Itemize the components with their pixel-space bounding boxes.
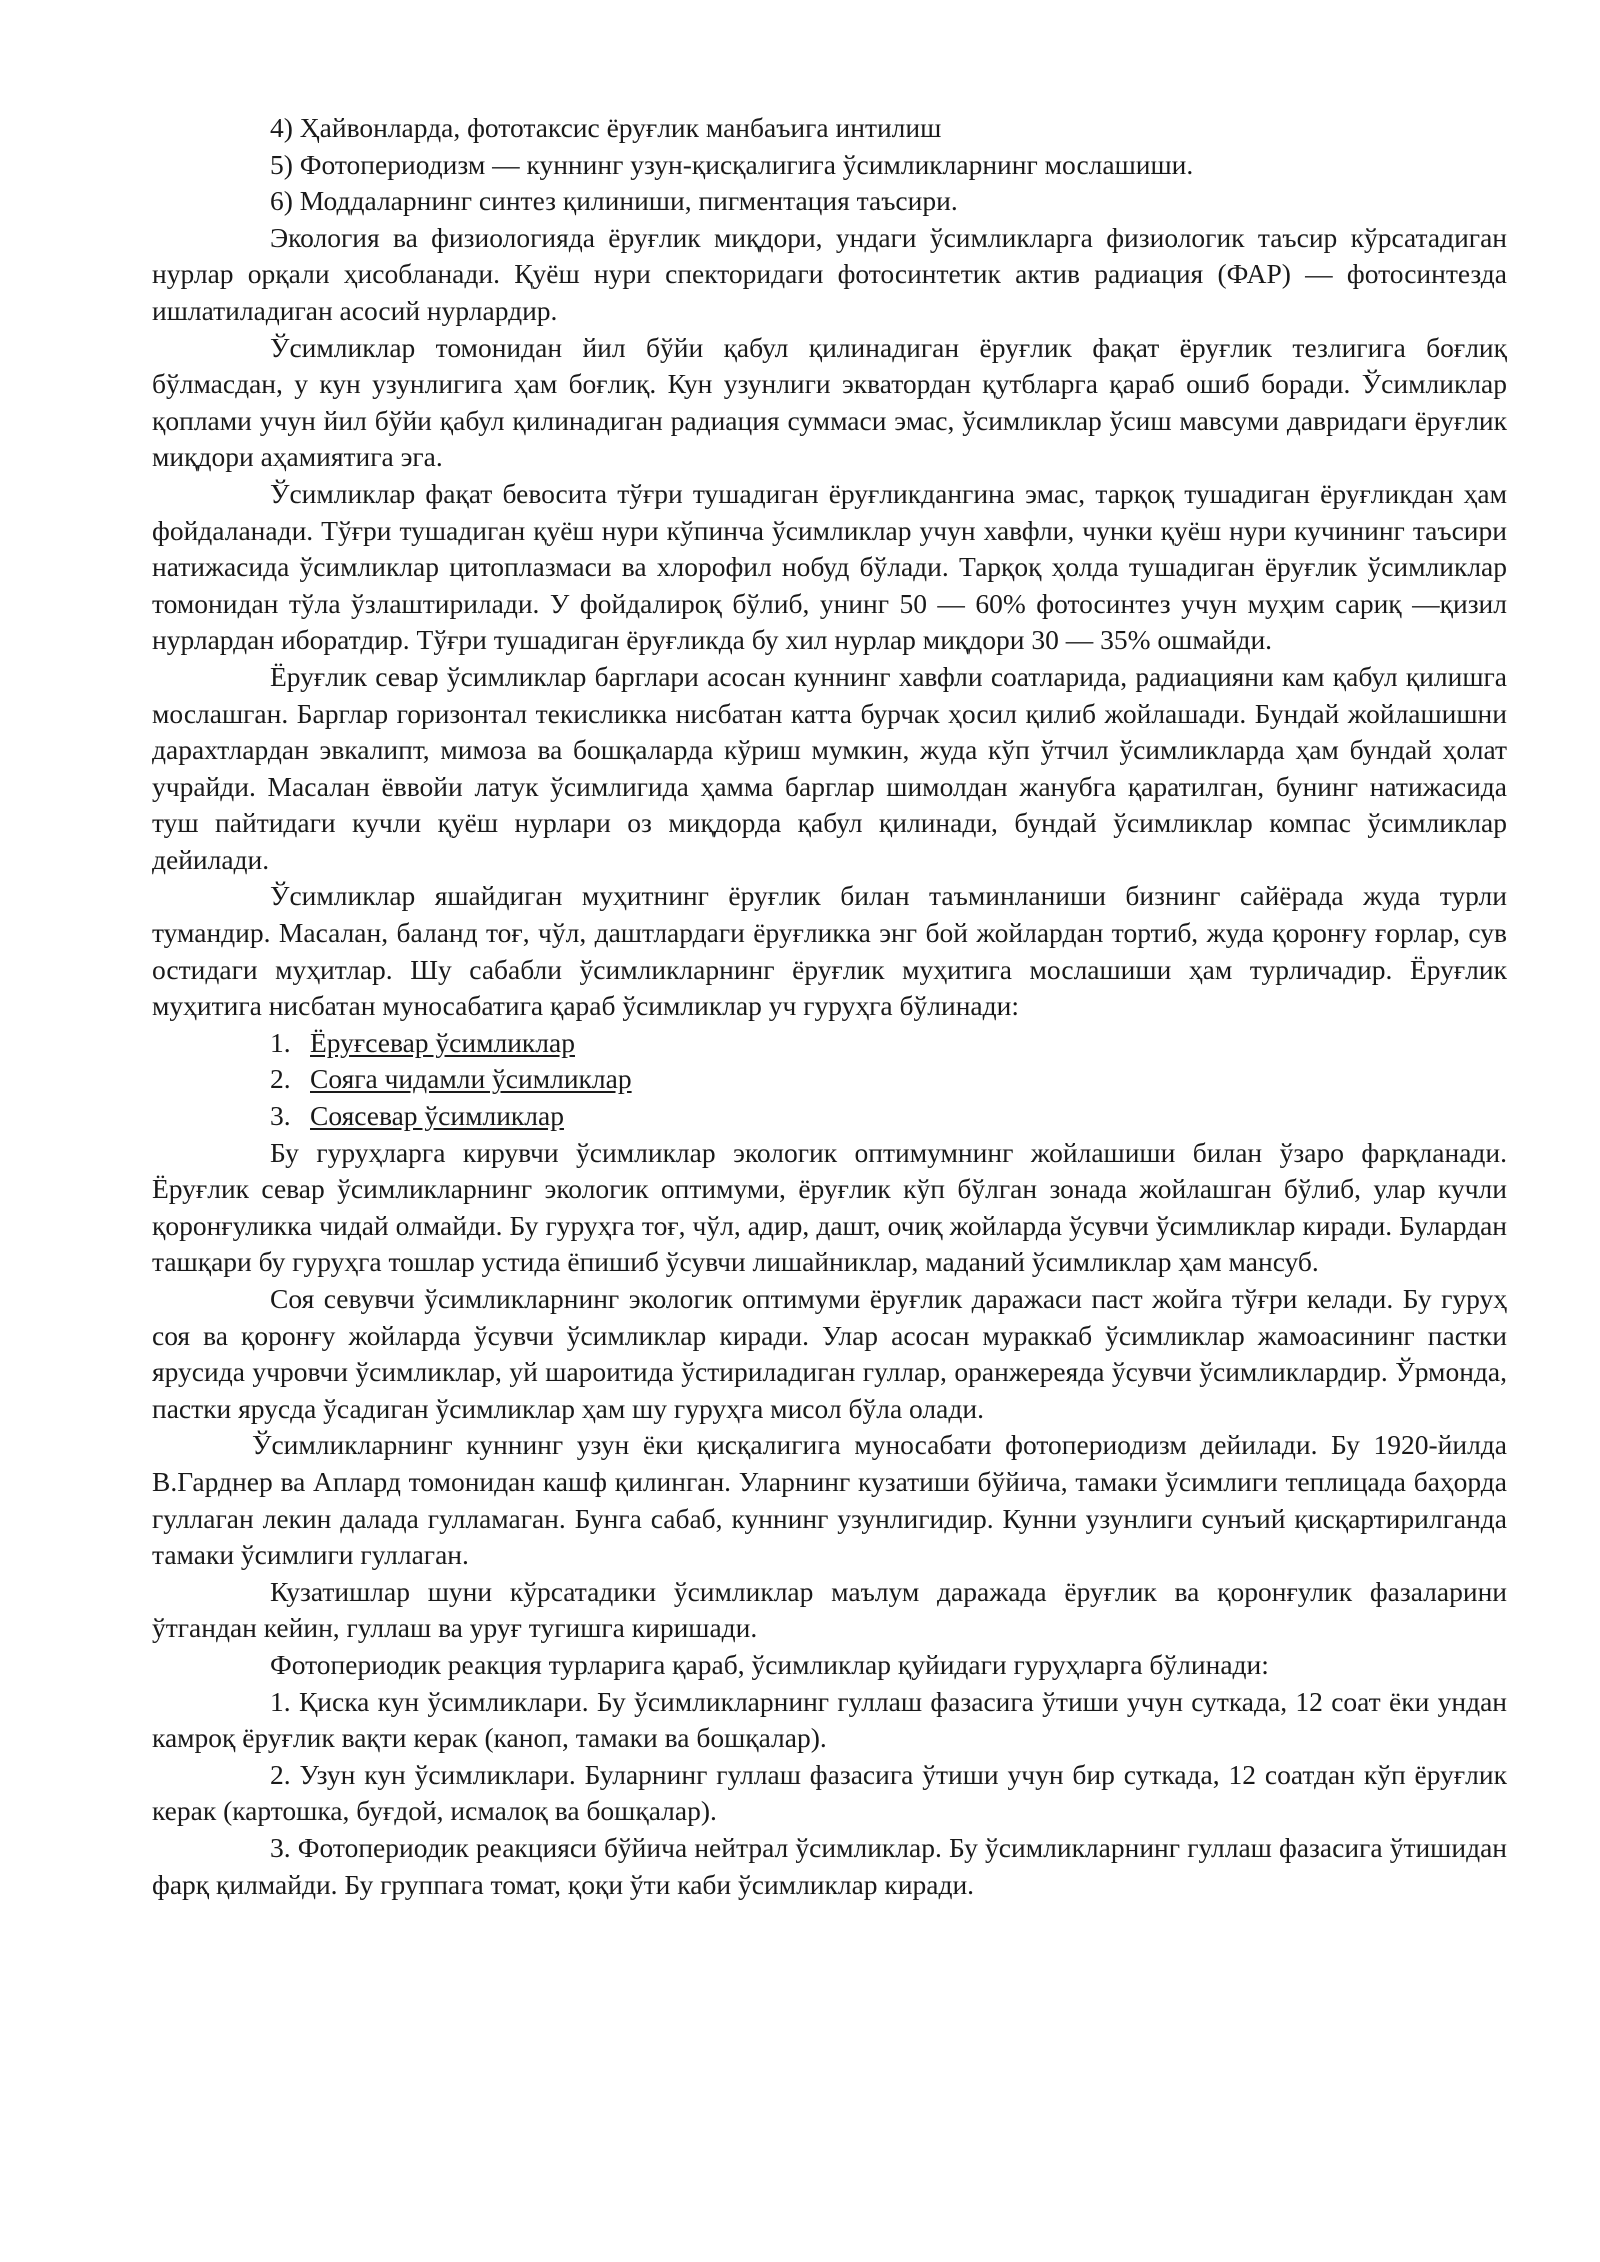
document-page <box>152 110 1507 1903</box>
group-list-item <box>152 1025 1507 1062</box>
list-item: 5) Фотопериодизм — куннинг узун-қисқалигига ўсимликларнинг мослашиши. <box>270 148 1194 180</box>
group-label: Соясевар ўсимликлар <box>310 1100 564 1132</box>
group-number: 3. <box>270 1100 291 1132</box>
paragraph: Фотопериодик реакция турларига қараб, ўсимликлар қуйидаги гуруҳларга бўлинади: <box>270 1648 1269 1680</box>
group-list-item <box>152 1098 1507 1135</box>
paragraph: 3. Фотопериодик реакцияси бўйича нейтрал ўсимликлар. Бу ўсимликларнинг гуллаш фазасига ўтишидан фарқ қилмайди. Бу группага томат, қоқи ўти каби ўсимликлар киради. <box>152 1831 1507 1900</box>
group-list-item <box>152 1061 1507 1098</box>
paragraph: Ўсимликлар фақат бевосита тўғри тушадиган ёруғликдангина эмас, тарқоқ тушадиган ёруғликдан ҳам фойдаланади. Тўғри тушадиган қуёш нури кўпинча ўсимликлар учун хавфли, чунки қуёш нури кучининг таъсири натижасида ўсимликлар цитоплазмаси ва хлорофил нобуд бўлади. Тарқоқ ҳолда тушадиган ёруғлик ўсимликлар томонидан тўла ўзлаштирилади. У фойдалироқ бўлиб, унинг 50 — 60% фотосинтез учун муҳим сариқ —қизил нурлардан иборатдир. Тўғри тушадиган ёруғликда бу хил нурлар миқдори 30 — 35% ошмайди. <box>152 477 1507 656</box>
group-label: Сояга чидамли ўсимликлар <box>310 1063 632 1095</box>
paragraph: 1. Қиска кун ўсимликлари. Бу ўсимликларнинг гуллаш фазасига ўтиши учун суткада, 12 соат ёки ундан камроқ ёруғлик вақти керак (каноп, тамаки ва бошқалар). <box>152 1685 1507 1754</box>
list-item: 4) Ҳайвонларда, фототаксис ёруғлик манбаъига интилиш <box>270 112 942 143</box>
paragraph: 2. Узун кун ўсимликлари. Буларнинг гуллаш фазасига ўтиши учун бир суткада, 12 соатдан кўп ёруғлик керак (картошка, буғдой, исмалоқ ва бошқалар). <box>152 1758 1507 1827</box>
paragraph: Экология ва физиологияда ёруғлик миқдори, ундаги ўсимликларга физиологик таъсир кўрсатадиган нурлар орқали ҳисобланади. Қуёш нури спекторидаги фотосинтетик актив радиация (ФАР) — фотосинтезда ишлатиладиган асосий нурлардир. <box>152 221 1507 326</box>
paragraph: Ўсимликлар томонидан йил бўйи қабул қилинадиган ёруғлик фақат ёруғлик тезлигига боғлиқ бўлмасдан, у кун узунлигига ҳам боғлиқ. Кун узунлиги экватордан қутбларга қараб ошиб боради. Ўсимликлар қоплами учун йил бўйи қабул қилинадиган радиация суммаси эмас, ўсимликлар ўсиш мавсуми давридаги ёруғлик миқдори аҳамиятига эга. <box>152 331 1507 473</box>
paragraph: Ёруғлик севар ўсимликлар барглари асосан куннинг хавфли соатларида, радиацияни кам қабул қилишга мослашган. Барглар горизонтал текисликка нисбатан катта бурчак ҳосил қилиб жойлашади. Бундай жойлашишни дарахтлардан эвкалипт, мимоза ва бошқаларда кўриш мумкин, жуда кўп ўтчил ўсимликларда ҳам бундай ҳолат учрайди. Масалан ёввойи латук ўсимлигида ҳамма барглар шимолдан жанубга қаратилган, бунинг натижасида туш пайтидаги кучли қуёш нурлари оз миқдорда қабул қилинади, бундай ўсимликлар компас ўсимликлар дейилади. <box>152 660 1507 875</box>
paragraph: Кузатишлар шуни кўрсатадики ўсимликлар маълум даражада ёруғлик ва қоронғулик фазаларини ўтгандан кейин, гуллаш ва уруғ тугишга киришади. <box>152 1575 1507 1644</box>
group-number: 1. <box>270 1026 291 1058</box>
paragraph: Соя севувчи ўсимликларнинг экологик оптимуми ёруғлик даражаси паст жойга тўғри келади. Бу гуруҳ соя ва қоронғу жойларда ўсувчи ўсимликлар киради. Улар асосан мураккаб ўсимликлар жамоасининг пастки ярусида учровчи ўсимликлар, уй шароитида ўстириладиган гуллар, оранжереяда ўсувчи ўсимликлардир. Ўрмонда, пастки ярусда ўсадиган ўсимликлар ҳам шу гуруҳга мисол бўла олади. <box>152 1283 1507 1424</box>
paragraph: Бу гуруҳларга кирувчи ўсимликлар экологик оптимумнинг жойлашиши билан ўзаро фарқланади. Ёруғлик севар ўсимликларнинг экологик оптимуми, ёруғлик кўп бўлган зонада жойлашган бўлиб, улар кучли қоронғуликка чидай олмайди. Бу гуруҳга тоғ, чўл, адир, дашт, очиқ жойларда ўсувчи ўсимликлар киради. Булардан ташқари бу гуруҳга тошлар устида ёпишиб ўсувчи лишайниклар, маданий ўсимликлар ҳам мансуб. <box>152 1136 1507 1278</box>
paragraph: Ўсимликлар яшайдиган муҳитнинг ёруғлик билан таъминланиши бизнинг сайёрада жуда турли тумандир. Масалан, баланд тоғ, чўл, даштлардаги ёруғликка энг бой жойлардан тортиб, жуда қоронғу ғорлар, сув остидаги муҳитлар. Шу сабабли ўсимликларнинг ёруғлик муҳитига мослашиши ҳам турличадир. Ёруғлик муҳитига нисбатан муносабатига қараб ўсимликлар уч гуруҳга бўлинади: <box>152 880 1507 1022</box>
group-number: 2. <box>270 1063 291 1095</box>
paragraph: Ўсимликларнинг куннинг узун ёки қисқалигига муносабати фотопериодизм дейилади. Бу 1920-йилда В.Гарднер ва Аплард томонидан кашф қилинган. Уларнинг кузатиши бўйича, тамаки ўсимлиги теплицада баҳорда гуллаган лекин далада гулламаган. Бунга сабаб, куннинг узунлигидир. Кунни узунлиги сунъий қисқартирилганда тамаки ўсимлиги гуллаган. <box>152 1429 1507 1571</box>
group-label: Ёруғсевар ўсимликлар <box>310 1026 575 1058</box>
list-item: 6) Моддаларнинг синтез қилиниши, пигментация таъсири. <box>270 185 958 217</box>
